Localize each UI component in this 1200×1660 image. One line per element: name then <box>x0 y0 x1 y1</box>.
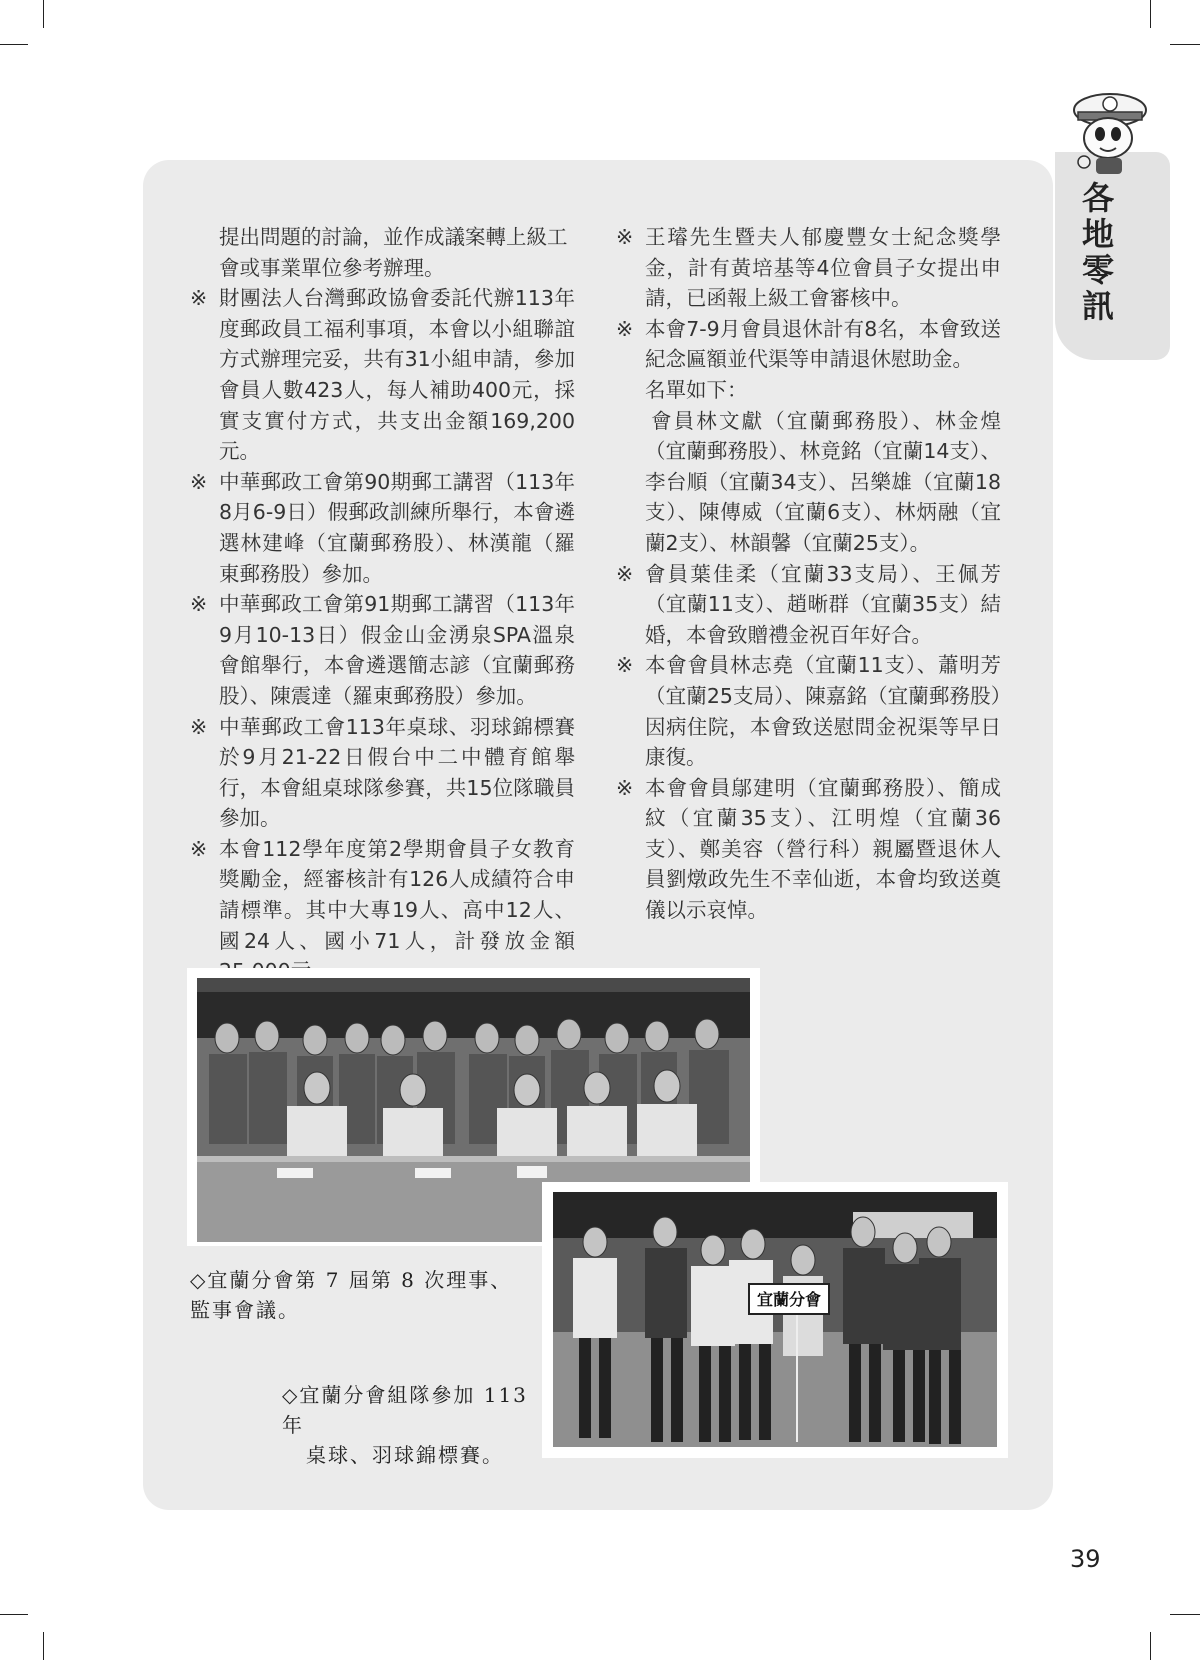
list-item <box>190 589 575 711</box>
mascot-illustration <box>1060 80 1160 180</box>
section-title: 各地零訊 <box>1081 179 1114 325</box>
reference-mark: ※ <box>190 714 208 739</box>
crop-mark <box>1170 44 1200 45</box>
meeting-caption <box>190 1265 530 1325</box>
list-item <box>190 834 575 987</box>
list-item-text: 本會會員林志堯（宜蘭11支）、蕭明芳（宜蘭25支局）、陳嘉銘（宜蘭郵務股）因病住院，本會致送慰問金祝渠等早日康復。 <box>645 653 1001 770</box>
crop-mark <box>1150 1632 1151 1660</box>
list-item <box>190 283 575 467</box>
crop-mark <box>1170 1614 1200 1615</box>
reference-mark: ※ <box>616 561 634 586</box>
team-sign-text: 宜蘭分會 <box>756 1290 822 1309</box>
reference-mark: ※ <box>616 775 634 800</box>
reference-mark: ※ <box>190 836 208 861</box>
tournament-caption-line1: ◇宜蘭分會組隊參加 113 年 <box>282 1383 528 1437</box>
list-item-text: 會員葉佳柔（宜蘭33支局）、王佩芳（宜蘭11支）、趙晰群（宜蘭35支）結婚，本會致贈禮金祝百年好合。 <box>645 561 1001 647</box>
right-column <box>616 222 1001 926</box>
continuation-paragraph: 提出問題的討論，並作成議案轉上級工會或事業單位參考辦理。 <box>219 225 568 280</box>
retire-list-label: 名單如下： <box>645 377 748 402</box>
list-item <box>616 222 1001 314</box>
crop-mark <box>0 1614 28 1615</box>
list-item-text: 本會112學年度第2學期會員子女教育獎勵金，經審核計有126人成績符合申請標準。其中大專19人、高中12人、國24人、國小71人，計發放金額 <box>219 836 575 953</box>
list-item-text: 中華郵政工會第91期郵工講習（113年9月10-13日）假金山金湧泉SPA溫泉會館舉行，本會遴選簡志諺（宜蘭郵務股）、陳震達（羅東郵務股）參加。 <box>219 592 575 708</box>
tournament-caption <box>282 1380 542 1470</box>
list-item-text: 中華郵政工會第90期郵工講習（113年8月6-9日）假郵政訓練所舉行，本會遴選林建峰（宜蘭郵務股）、林漢龍（羅東郵務股）參加。 <box>219 469 575 586</box>
reference-mark: ※ <box>190 469 208 494</box>
crop-mark <box>0 44 28 45</box>
reference-mark: ※ <box>616 225 634 249</box>
crop-mark <box>1150 0 1151 28</box>
left-column <box>190 222 575 987</box>
list-item <box>616 559 1001 651</box>
tournament-photo <box>553 1192 997 1447</box>
reference-mark: ※ <box>190 592 208 617</box>
crop-mark <box>43 0 44 28</box>
reference-mark: ※ <box>616 316 634 341</box>
reference-mark: ※ <box>190 286 208 311</box>
list-item-text: 本會會員鄔建明（宜蘭郵務股）、簡成紋（宜蘭35支）、江明煌（宜蘭36支）、鄭美容（營行科）親屬暨退休人員劉燉政先生不幸仙逝，本會均致送奠儀以示哀悼。 <box>645 775 1001 923</box>
list-item-text: 中華郵政工會113年桌球、羽球錦標賽於9月21-22日假台中二中體育館舉行，本會組桌球隊參賽，共15位隊職員參加。 <box>219 714 575 831</box>
meeting-caption-text: ◇宜蘭分會第 7 屆第 8 次理事、監事會議。 <box>190 1268 513 1322</box>
list-item-text: 財團法人台灣郵政協會委託代辦113年度郵政員工福利事項，本會以小組聯誼方式辦理完妥，共有31小組申請，參加會員人數423人，每人補助400元，採實支實付方式，共支出金額169,200元。 <box>219 286 575 464</box>
list-item <box>616 314 1001 406</box>
list-item <box>616 773 1001 926</box>
list-item-text: 王璿先生暨夫人郁慶豐女士紀念獎學金，計有黃培基等4位會員子女提出申請，已函報上級工會審核中。 <box>645 225 1001 311</box>
reference-mark: ※ <box>616 653 634 678</box>
retire-names <box>616 406 1001 559</box>
tournament-caption-line2: 桌球、羽球錦標賽。 <box>306 1443 504 1467</box>
list-item <box>190 712 575 834</box>
list-item <box>616 650 1001 772</box>
list-item-text: 本會7-9月會員退休計有8名，本會致送紀念匾額並代渠等申請退休慰助金。 <box>645 316 1001 372</box>
retire-names-text: 會員林文獻（宜蘭郵務股）、林金煌（宜蘭郵務股）、林竟銘（宜蘭14支）、李台順（宜蘭34支）、呂樂雄（宜蘭18支）、陳傳威（宜蘭6支）、林炳融（宜蘭2支）、林韻馨（宜蘭25支）。 <box>645 408 1001 555</box>
crop-mark <box>43 1632 44 1660</box>
page-number: 39 <box>1070 1545 1101 1573</box>
list-item <box>190 467 575 589</box>
